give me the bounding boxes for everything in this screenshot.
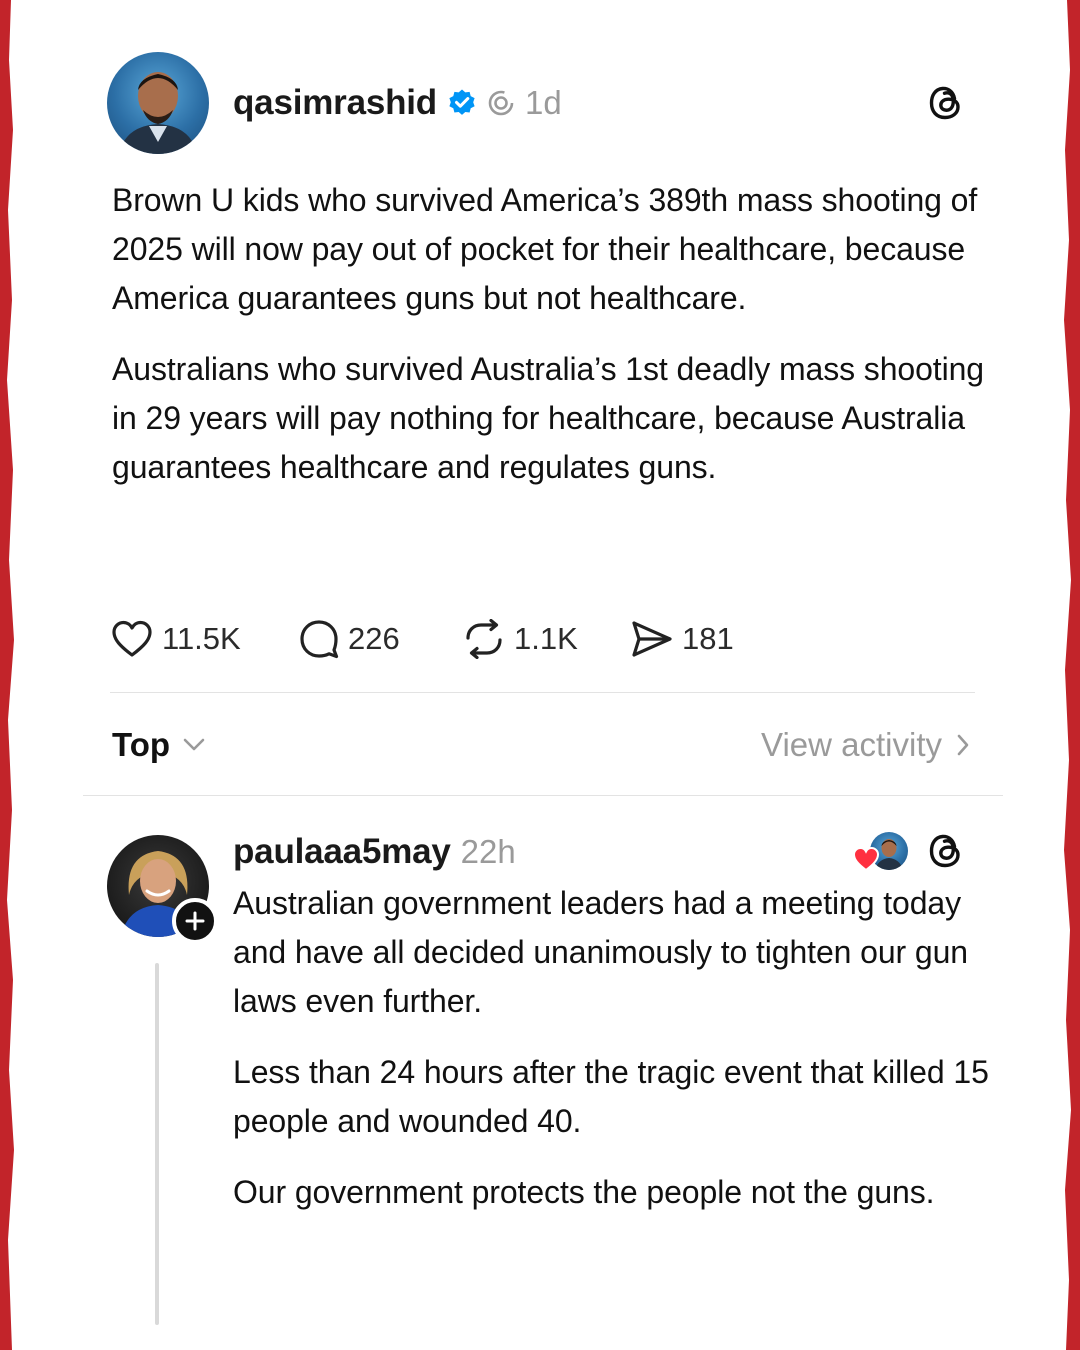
chevron-right-icon (956, 733, 970, 757)
threads-logo-icon[interactable] (927, 84, 965, 122)
send-icon (630, 619, 674, 659)
sort-label: Top (112, 726, 171, 763)
repost-icon (462, 619, 506, 659)
follow-plus-button[interactable] (172, 898, 218, 944)
liked-by-author-indicator (850, 830, 910, 872)
comment-bubble-icon (298, 618, 340, 660)
repost-button[interactable] (462, 619, 630, 659)
post-paragraph: Brown U kids who survived America’s 389th mass shooting of 2025 will now pay out of pocket for their healthcare, because America guarantees guns but not healthcare. (112, 182, 978, 316)
reply-button[interactable] (298, 618, 462, 660)
like-count: 11.5K (162, 621, 241, 656)
reply-paragraph: Australian government leaders had a meeting today and have all decided unanimously to tighten our gun laws even further. (233, 885, 968, 1019)
share-count: 181 (682, 621, 734, 656)
post-actions (110, 616, 770, 662)
post-header (233, 80, 562, 126)
section-divider (83, 795, 1003, 796)
author-avatar[interactable] (107, 52, 209, 154)
reply-paragraph: Less than 24 hours after the tragic event that killed 15 people and wounded 40. (233, 1054, 989, 1139)
view-activity-link[interactable] (700, 722, 970, 768)
like-button[interactable] (110, 619, 298, 659)
reply-body (233, 879, 993, 1217)
post-paragraph: Australians who survived Australia’s 1st deadly mass shooting in 29 years will pay nothing for healthcare, because Australia guarantees healthcare and regulates guns. (112, 351, 984, 485)
post-body (112, 176, 992, 492)
heart-filled-icon (852, 846, 880, 872)
verified-badge-icon (447, 88, 477, 118)
reply-author-username[interactable]: paulaaa5may (233, 832, 451, 871)
post-time: 1d (525, 84, 562, 121)
share-button[interactable] (630, 619, 770, 659)
reply-time: 22h (460, 833, 516, 870)
heart-icon (110, 619, 154, 659)
author-username[interactable]: qasimrashid (233, 83, 437, 122)
reply-count: 226 (348, 621, 400, 656)
right-red-border (1058, 0, 1080, 1350)
left-red-border (0, 0, 22, 1350)
plus-icon (184, 910, 206, 932)
reply-header (233, 829, 516, 875)
chevron-down-icon (182, 737, 206, 753)
sort-dropdown[interactable] (112, 722, 206, 768)
repost-count: 1.1K (514, 621, 578, 656)
reply-threads-logo-icon[interactable] (927, 832, 965, 870)
reply-paragraph: Our government protects the people not the guns. (233, 1174, 935, 1210)
thread-connector-line (155, 963, 159, 1325)
stats-divider (110, 692, 975, 693)
threads-rings-icon (487, 89, 515, 117)
view-activity-label: View activity (761, 726, 942, 763)
